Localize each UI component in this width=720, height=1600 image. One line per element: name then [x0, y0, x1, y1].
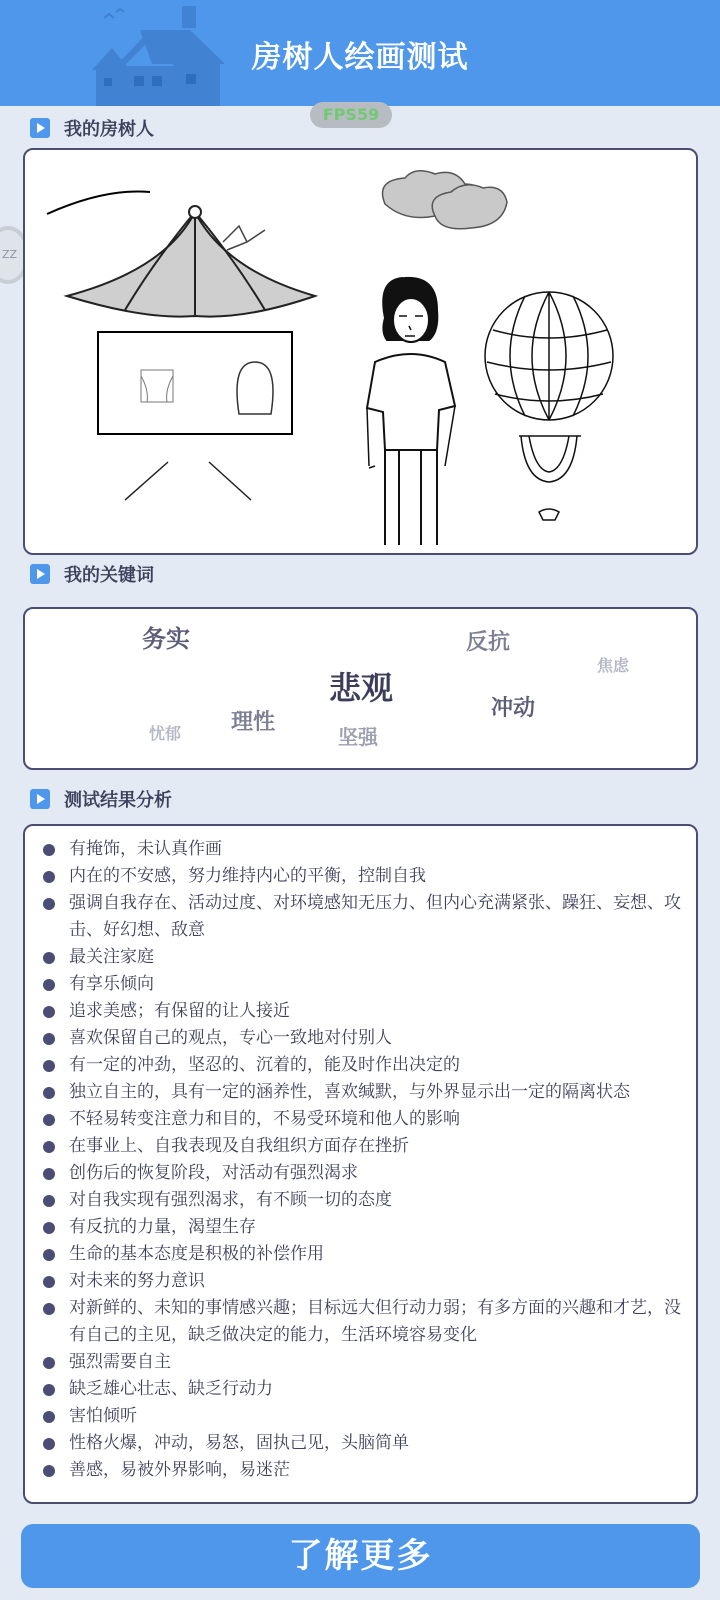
chimney-sketch: [223, 226, 265, 250]
section-header-drawing: [30, 115, 154, 141]
analysis-item: 对自我实现有强烈渴求，有不顾一切的态度: [41, 1187, 682, 1214]
section-header-keywords: [30, 561, 154, 587]
keyword-item: 务实: [142, 625, 190, 653]
learn-more-button[interactable]: 了解更多: [21, 1524, 700, 1588]
analysis-item: 有一定的冲劲，坚忍的、沉着的，能及时作出决定的: [41, 1052, 682, 1079]
tree-balloon: [485, 292, 613, 520]
analysis-item: 性格火爆，冲动，易怒，固执己见，头脑简单: [41, 1430, 682, 1457]
keyword-item: 忧郁: [149, 724, 182, 743]
app-header: [0, 0, 720, 106]
section-title-analysis: 测试结果分析: [64, 790, 172, 811]
analysis-item: 有反抗的力量，渴望生存: [41, 1214, 682, 1241]
analysis-item: 强调自我存在、活动过度、对环境感知无压力、但内心充满紧张、躁狂、妄想、攻击、好幻想、敌意: [41, 890, 682, 944]
house-roof: [67, 212, 315, 317]
section-header-analysis: [30, 786, 172, 812]
analysis-item: 不轻易转变注意力和目的，不易受环境和他人的影响: [41, 1106, 682, 1133]
person: [367, 278, 455, 545]
analysis-item: 对新鲜的、未知的事情感兴趣；目标远大但行动力弱；有多方面的兴趣和才艺，没有自己的主见，缺乏做决定的能力，生活环境容易变化: [41, 1295, 682, 1349]
cloud: [383, 171, 508, 229]
analysis-item: 喜欢保留自己的观点，专心一致地对付别人: [41, 1025, 682, 1052]
play-icon: [30, 118, 50, 138]
analysis-item: 有掩饰，未认真作画: [41, 836, 682, 863]
analysis-item: 创伤后的恢复阶段，对活动有强烈渴求: [41, 1160, 682, 1187]
section-title-drawing: 我的房树人: [64, 119, 154, 140]
keyword-item: 冲动: [491, 696, 536, 721]
keyword-item: 理性: [231, 710, 276, 735]
house-door: [237, 362, 273, 414]
play-icon: [30, 564, 50, 584]
drawing-card: [23, 148, 698, 555]
keyword-item: 焦虑: [597, 656, 630, 675]
side-handle-label: ZZ: [2, 248, 18, 261]
analysis-item: 在事业上、自我表现及自我组织方面存在挫折: [41, 1133, 682, 1160]
analysis-item: 生命的基本态度是积极的补偿作用: [41, 1241, 682, 1268]
house-tree-person-drawing: [25, 150, 696, 553]
page-title: 房树人绘画测试: [251, 40, 469, 75]
analysis-card[interactable]: [23, 824, 698, 1504]
fps-badge: FPS59: [310, 102, 392, 128]
analysis-item: 缺乏雄心壮志、缺乏行动力: [41, 1376, 682, 1403]
analysis-item: 善感，易被外界影响，易迷茫: [41, 1457, 682, 1484]
sketch-arc: [47, 191, 150, 214]
section-title-keywords: 我的关键词: [64, 565, 154, 586]
analysis-item: 内在的不安感，努力维持内心的平衡，控制自我: [41, 863, 682, 890]
house-path: [125, 462, 251, 500]
keyword-cloud-card: [23, 607, 698, 770]
keyword-item: 坚强: [338, 725, 378, 749]
analysis-item: 最关注家庭: [41, 944, 682, 971]
analysis-item: 有享乐倾向: [41, 971, 682, 998]
analysis-item: 对未来的努力意识: [41, 1268, 682, 1295]
roof-knob: [189, 206, 201, 218]
keyword-item: 悲观: [329, 669, 394, 707]
analysis-list: [25, 826, 696, 1484]
keyword-item: 反抗: [466, 630, 511, 655]
play-icon: [30, 789, 50, 809]
analysis-item: 追求美感；有保留的让人接近: [41, 998, 682, 1025]
analysis-item: 强烈需要自主: [41, 1349, 682, 1376]
analysis-item: 害怕倾听: [41, 1403, 682, 1430]
analysis-item: 独立自主的，具有一定的涵养性，喜欢缄默，与外界显示出一定的隔离状态: [41, 1079, 682, 1106]
